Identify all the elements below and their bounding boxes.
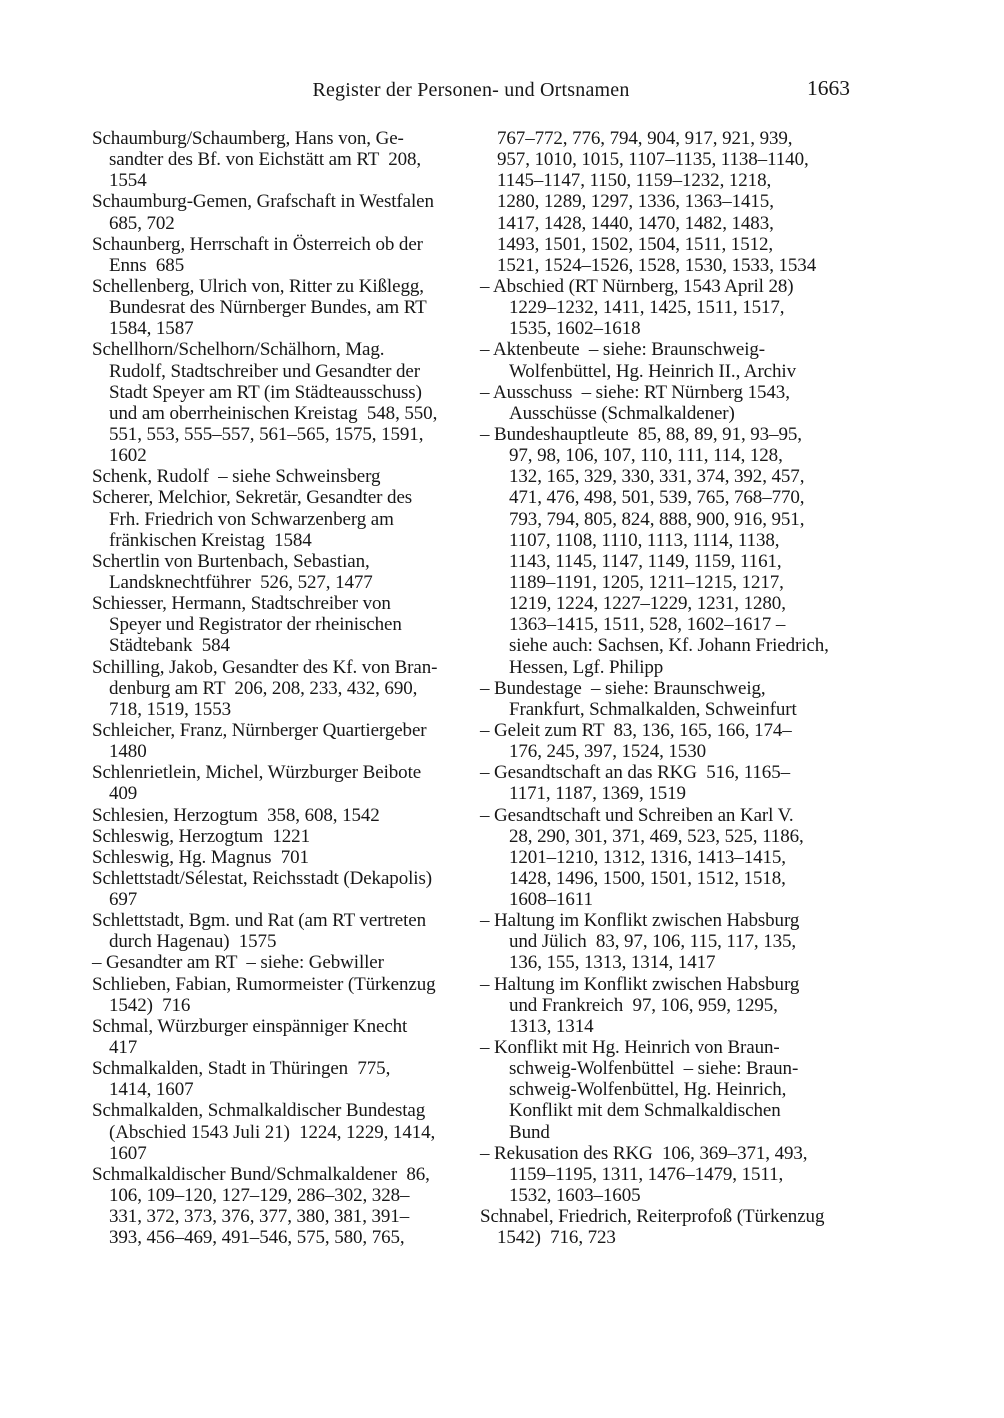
index-line: – Bundestage – siehe: Braunschweig, [480, 677, 766, 699]
index-line: Schlesien, Herzogtum 358, 608, 1542 [92, 804, 380, 826]
index-line: 1584, 1587 [109, 318, 194, 340]
index-columns [92, 128, 867, 1248]
index-line: 1219, 1224, 1227–1229, 1231, 1280, [509, 593, 786, 615]
index-column-right [480, 128, 867, 1248]
index-line: – Gesandtschaft und Schreiben an Karl V. [480, 804, 794, 826]
index-line: Schleswig, Herzogtum 1221 [92, 825, 310, 847]
index-line: – Haltung im Konflikt zwischen Habsburg [480, 910, 800, 932]
index-line: Ausschüsse (Schmalkaldener) [509, 402, 735, 424]
index-line: Hessen, Lgf. Philipp [509, 656, 664, 678]
index-line: Schmalkaldischer Bund/Schmalkaldener 86, [92, 1163, 430, 1185]
index-line: Schaumburg-Gemen, Grafschaft in Westfalen [92, 191, 434, 213]
index-line: Stadt Speyer am RT (im Städteausschuss) [109, 381, 422, 403]
index-line: 1414, 1607 [109, 1079, 194, 1101]
index-line: 1201–1210, 1312, 1316, 1413–1415, [509, 846, 786, 868]
index-line: 1542) 716 [109, 994, 191, 1016]
index-line: Schleswig, Hg. Magnus 701 [92, 846, 309, 868]
index-line: 1554 [109, 170, 147, 192]
index-line: 551, 553, 555–557, 561–565, 1575, 1591, [109, 423, 424, 445]
index-line: – Gesandtschaft an das RKG 516, 1165– [480, 762, 790, 784]
index-line: Schiesser, Hermann, Stadtschreiber von [92, 593, 391, 615]
index-line: 409 [109, 783, 138, 805]
index-line: 132, 165, 329, 330, 331, 374, 392, 457, [509, 466, 805, 488]
index-line: 1608–1611 [509, 889, 593, 911]
index-line: 1535, 1602–1618 [509, 318, 641, 340]
index-line: 106, 109–120, 127–129, 286–302, 328– [109, 1185, 410, 1207]
index-line: 1493, 1501, 1502, 1504, 1511, 1512, [497, 233, 774, 255]
index-line: 697 [109, 889, 138, 911]
index-line: Frankfurt, Schmalkalden, Schweinfurt [509, 698, 797, 720]
index-line: Bundesrat des Nürnberger Bundes, am RT [109, 297, 427, 319]
index-line: – Rekusation des RKG 106, 369–371, 493, [480, 1142, 808, 1164]
index-line: Schmal, Würzburger einspänniger Knecht [92, 1015, 408, 1037]
index-column-left [92, 128, 480, 1248]
index-line: Frh. Friedrich von Schwarzenberg am [109, 508, 394, 530]
index-line: – Ausschuss – siehe: RT Nürnberg 1543, [480, 381, 790, 403]
index-line: 1480 [109, 741, 147, 763]
index-line: 417 [109, 1037, 138, 1059]
index-line: – Geleit zum RT 83, 136, 165, 166, 174– [480, 719, 792, 741]
index-line: Schlieben, Fabian, Rumormeister (Türkenzug [92, 973, 436, 995]
index-line: 176, 245, 397, 1524, 1530 [509, 741, 707, 763]
index-line: und Jülich 83, 97, 106, 115, 117, 135, [509, 931, 797, 953]
index-line: 1417, 1428, 1440, 1470, 1482, 1483, [497, 212, 774, 234]
index-line: 97, 98, 106, 107, 110, 111, 114, 128, [509, 445, 783, 467]
index-line: 1607 [109, 1142, 147, 1164]
index-line: Scherer, Melchior, Sekretär, Gesandter des [92, 487, 413, 509]
index-line: 1189–1191, 1205, 1211–1215, 1217, [509, 571, 784, 593]
index-line: schweig-Wolfenbüttel, Hg. Heinrich, [509, 1079, 787, 1101]
index-line: 1313, 1314 [509, 1015, 594, 1037]
index-line: Konflikt mit dem Schmalkaldischen [509, 1100, 781, 1122]
index-line: – Aktenbeute – siehe: Braunschweig- [480, 339, 766, 361]
index-line: Landsknechtführer 526, 527, 1477 [109, 571, 373, 593]
index-line: Schellhorn/Schelhorn/Schälhorn, Mag. [92, 339, 385, 361]
index-line: Enns 685 [109, 254, 185, 276]
index-line: 1159–1195, 1311, 1476–1479, 1511, [509, 1163, 784, 1185]
index-line: Bund [509, 1121, 550, 1143]
index-line: 1428, 1496, 1500, 1501, 1512, 1518, [509, 867, 786, 889]
index-line: – Gesandter am RT – siehe: Gebwiller [92, 952, 384, 974]
index-line: 1542) 716, 723 [497, 1227, 616, 1249]
index-line: 1532, 1603–1605 [509, 1185, 641, 1207]
index-line: 957, 1010, 1015, 1107–1135, 1138–1140, [497, 149, 809, 171]
index-line: fränkischen Kreistag 1584 [109, 529, 312, 551]
index-line: 793, 794, 805, 824, 888, 900, 916, 951, [509, 508, 805, 530]
index-line: Schaunberg, Herrschaft in Österreich ob der [92, 233, 423, 255]
index-line: 1229–1232, 1411, 1425, 1511, 1517, [509, 297, 785, 319]
index-line: 28, 290, 301, 371, 469, 523, 525, 1186, [509, 825, 804, 847]
index-line: denburg am RT 206, 208, 233, 432, 690, [109, 677, 418, 699]
index-line: sandter des Bf. von Eichstätt am RT 208, [109, 149, 422, 171]
index-line: 331, 372, 373, 376, 377, 380, 381, 391– [109, 1206, 410, 1228]
index-line: 685, 702 [109, 212, 175, 234]
index-line: – Bundeshauptleute 85, 88, 89, 91, 93–95, [480, 423, 802, 445]
index-line: 1107, 1108, 1110, 1113, 1114, 1138, [509, 529, 780, 551]
index-line: Schmalkalden, Schmalkaldischer Bundestag [92, 1100, 426, 1122]
index-line: Schleicher, Franz, Nürnberger Quartiergeber [92, 719, 427, 741]
index-line: – Haltung im Konflikt zwischen Habsburg [480, 973, 800, 995]
index-line: Schilling, Jakob, Gesandter des Kf. von Bran- [92, 656, 438, 678]
index-line: Schenk, Rudolf – siehe Schweinsberg [92, 466, 381, 488]
index-line: 1280, 1289, 1297, 1336, 1363–1415, [497, 191, 774, 213]
index-line: Schlettstadt, Bgm. und Rat (am RT vertreten [92, 910, 427, 932]
index-line: 1171, 1187, 1369, 1519 [509, 783, 686, 805]
index-line: 767–772, 776, 794, 904, 917, 921, 939, [497, 128, 793, 149]
index-line: Schlenrietlein, Michel, Würzburger Beibote [92, 762, 422, 784]
index-line: und Frankreich 97, 106, 959, 1295, [509, 994, 778, 1016]
index-line: 1521, 1524–1526, 1528, 1530, 1533, 1534 [497, 254, 817, 276]
index-line: 1145–1147, 1150, 1159–1232, 1218, [497, 170, 772, 192]
index-line: – Konflikt mit Hg. Heinrich von Braun- [480, 1037, 780, 1059]
index-line: durch Hagenau) 1575 [109, 931, 277, 953]
index-line: (Abschied 1543 Juli 21) 1224, 1229, 1414, [109, 1121, 436, 1143]
index-line: Schellenberg, Ulrich von, Ritter zu Kißlegg, [92, 275, 424, 297]
index-line: schweig-Wolfenbüttel – siehe: Braun- [509, 1058, 799, 1080]
index-line: Schnabel, Friedrich, Reiterprofoß (Türkenzug [480, 1206, 825, 1228]
index-line: 136, 155, 1313, 1314, 1417 [509, 952, 716, 974]
index-line: – Abschied (RT Nürnberg, 1543 April 28) [480, 275, 794, 297]
index-line: siehe auch: Sachsen, Kf. Johann Friedrich, [509, 635, 829, 657]
index-line: und am oberrheinischen Kreistag 548, 550, [109, 402, 438, 424]
index-line: 471, 476, 498, 501, 539, 765, 768–770, [509, 487, 805, 509]
index-line: 718, 1519, 1553 [109, 698, 232, 720]
index-line: 1143, 1145, 1147, 1149, 1159, 1161, [509, 550, 782, 572]
index-line: 393, 456–469, 491–546, 575, 580, 765, [109, 1227, 405, 1249]
index-line: 1363–1415, 1511, 528, 1602–1617 – [509, 614, 786, 636]
index-line: Städtebank 584 [109, 635, 230, 657]
index-line: 1602 [109, 445, 147, 467]
index-line: Schaumburg/Schaumberg, Hans von, Ge- [92, 128, 404, 149]
running-head-title: Register der Personen- und Ortsnamen [312, 79, 630, 101]
index-line: Rudolf, Stadtschreiber und Gesandter der [109, 360, 420, 382]
page-number: 1663 [807, 76, 850, 100]
index-line: Wolfenbüttel, Hg. Heinrich II., Archiv [509, 360, 796, 382]
index-line: Schertlin von Burtenbach, Sebastian, [92, 550, 370, 572]
index-line: Speyer und Registrator der rheinischen [109, 614, 402, 636]
index-line: Schlettstadt/Sélestat, Reichsstadt (Dekapolis) [92, 867, 432, 889]
index-line: Schmalkalden, Stadt in Thüringen 775, [92, 1058, 391, 1080]
